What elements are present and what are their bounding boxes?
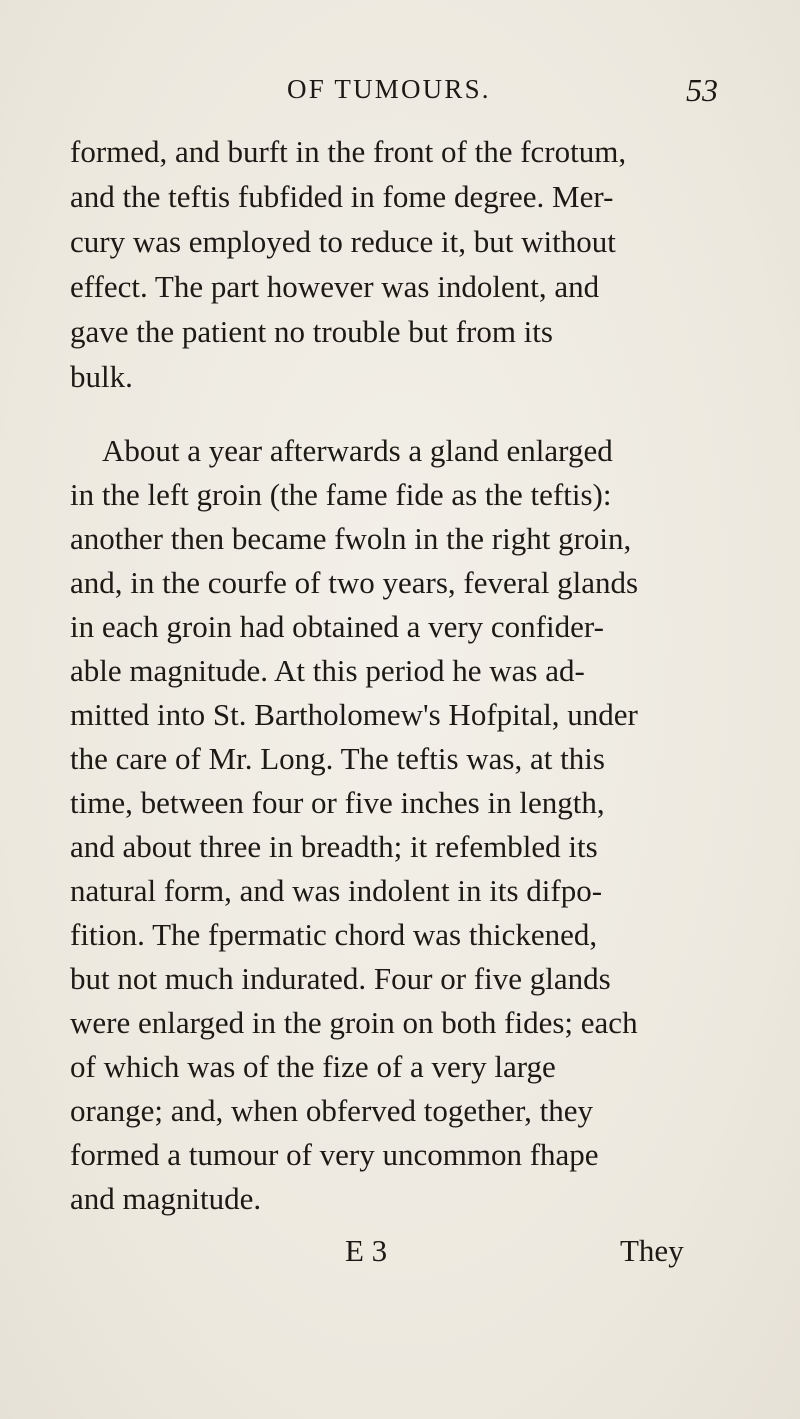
- text-line: in the left groin (the fame fide as the teftis):: [70, 477, 612, 512]
- text-line: but not much indurated. Four or five glands: [70, 961, 611, 996]
- text-line: in each groin had obtained a very confider-: [70, 609, 604, 644]
- text-line: able magnitude. At this period he was ad-: [70, 653, 585, 688]
- text-line: effect. The part however was indolent, and: [70, 269, 600, 304]
- text-line: fition. The fpermatic chord was thickened,: [70, 917, 598, 952]
- text-line: natural form, and was indolent in its difpo-: [70, 873, 603, 908]
- text-line: and the teftis fubfided in fome degree. Mer-: [70, 179, 614, 214]
- text-line: another then became fwoln in the right groin,: [70, 521, 632, 556]
- running-head: OF TUMOURS.: [287, 74, 491, 104]
- text-line: of which was of the fize of a very large: [70, 1049, 556, 1084]
- page-number: 53: [686, 72, 718, 108]
- text-line: formed a tumour of very uncommon fhape: [70, 1137, 599, 1172]
- text-line: formed, and burft in the front of the fcrotum,: [70, 134, 627, 169]
- signature-mark: E 3: [345, 1233, 388, 1268]
- text-line: the care of Mr. Long. The teftis was, at this: [70, 741, 605, 776]
- text-line: bulk.: [70, 359, 133, 394]
- text-line: gave the patient no trouble but from its: [70, 314, 553, 349]
- text-line: orange; and, when obferved together, they: [70, 1093, 593, 1128]
- text-line: mitted into St. Bartholomew's Hofpital, under: [70, 697, 638, 732]
- text-line: and, in the courfe of two years, feveral glands: [70, 565, 639, 600]
- text-line: About a year afterwards a gland enlarged: [102, 433, 613, 468]
- text-line: and about three in breadth; it refembled its: [70, 829, 598, 864]
- text-line: cury was employed to reduce it, but without: [70, 224, 616, 259]
- catchword: They: [620, 1233, 684, 1268]
- text-line: and magnitude.: [70, 1181, 262, 1216]
- text-line: were enlarged in the groin on both fides; each: [70, 1005, 638, 1040]
- text-line: time, between four or five inches in length,: [70, 785, 605, 820]
